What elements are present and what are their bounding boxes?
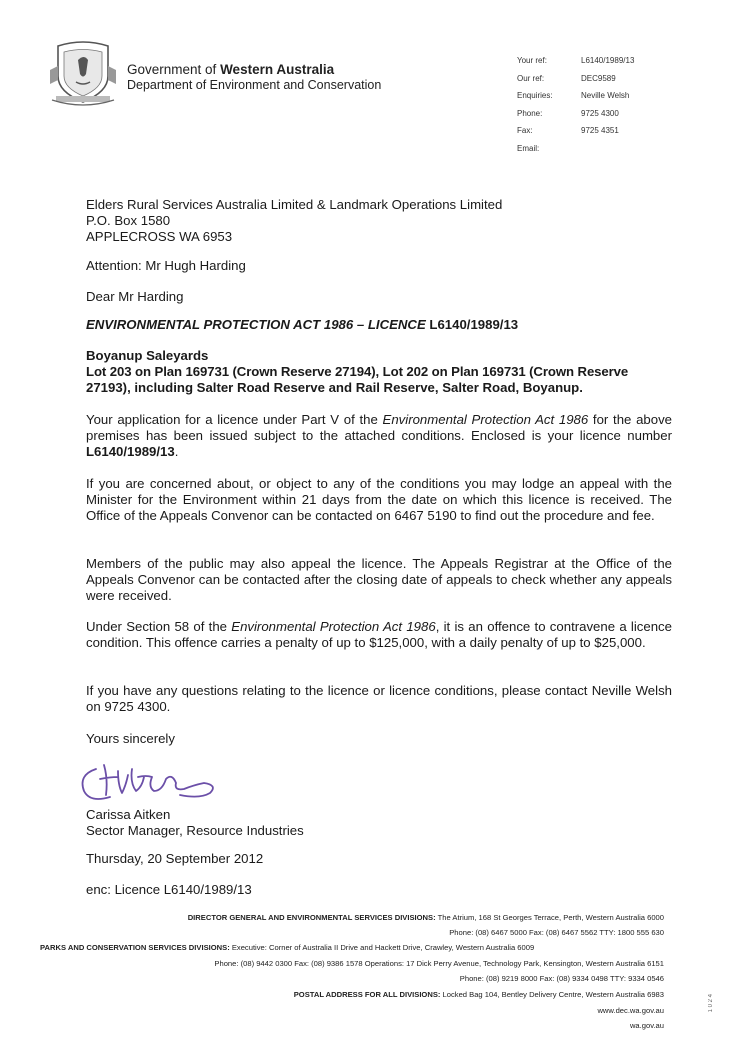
signatory-block — [86, 807, 672, 839]
ref-row-our-ref: Our ref: DEC9589 — [517, 73, 616, 83]
address-line: P.O. Box 1580 — [86, 213, 171, 228]
ref-row-phone: Phone: 9725 4300 — [517, 108, 619, 118]
footer-parks-phone: Phone: (08) 9442 0300 Fax: (08) 9386 1578 Operations: 17 Dick Perry Avenue, Technology Park, Kensington, Western Australia 6151 — [214, 959, 664, 968]
signature-image — [74, 757, 234, 807]
signatory-title: Sector Manager, Resource Industries — [86, 823, 304, 838]
recipient-address — [86, 197, 672, 245]
premises-lot-line: 27193), including Salter Road Reserve and Rail Reserve, Salter Road, Boyanup. — [86, 380, 583, 395]
side-print-code: 1 0 2 4 — [708, 994, 714, 1013]
government-name: Government of Western Australia — [127, 62, 335, 77]
footer-website-dec[interactable]: www.dec.wa.gov.au — [597, 1006, 664, 1015]
paragraph-appeal: If you are concerned about, or object to any of the conditions you may lodge an appeal with the Minister for the Environment within 21 days from the date on which this licence is received. The Office of the Appeals Convenor can be contacted on 6467 5190 to find out the procedure and fee. — [86, 476, 672, 523]
department-name: Department of Environment and Conservation — [127, 78, 382, 92]
attention-line: Attention: Mr Hugh Harding — [86, 258, 246, 273]
enclosure-line: enc: Licence L6140/1989/13 — [86, 882, 252, 897]
address-line: Elders Rural Services Australia Limited & Landmark Operations Limited — [86, 197, 503, 212]
ref-row-enquiries: Enquiries: Neville Welsh — [517, 91, 630, 100]
closing: Yours sincerely — [86, 731, 175, 746]
premises-lot-line: Lot 203 on Plan 169731 (Crown Reserve 27194), Lot 202 on Plan 169731 (Crown Reserve — [86, 364, 629, 379]
premises-name: Boyanup Saleyards — [86, 348, 209, 363]
letter-date: Thursday, 20 September 2012 — [86, 851, 264, 866]
premises-block — [86, 348, 672, 396]
paragraph-offence: Under Section 58 of the Environmental Protection Act 1986, it is an offence to contravene a licence condition. This offence carries a penalty of up to $125,000, with a daily penalty of up to $25,000. — [86, 619, 672, 650]
paragraph-application: Your application for a licence under Part V of the Environmental Protection Act 1986 for the above premises has been issued subject to the attached conditions. Enclosed is your licence number L6140/1989/13. — [86, 412, 672, 459]
salutation: Dear Mr Harding — [86, 289, 184, 304]
paragraph-public-appeal: Members of the public may also appeal the licence. The Appeals Registrar at the Office of the Appeals Convenor can be contacted after the closing date of appeals to check whether any appeals were received. — [86, 556, 672, 603]
subject-line: ENVIRONMENTAL PROTECTION ACT 1986 – LICENCE L6140/1989/13 — [86, 317, 519, 332]
footer-website-wa[interactable]: wa.gov.au — [629, 1021, 664, 1030]
footer-dg-phone: Phone: (08) 6467 5000 Fax: (08) 6467 5562 TTY: 1800 555 630 — [449, 928, 664, 937]
reference-block — [517, 56, 651, 161]
address-line: APPLECROSS WA 6953 — [86, 229, 233, 244]
footer-parks: PARKS AND CONSERVATION SERVICES DIVISIONS: Executive: Corner of Australia II Drive and Hackett Drive, Crawley, Western Australia 6009 — [40, 943, 535, 952]
ref-row-email: Email: — [517, 143, 540, 153]
ref-row-your-ref: Your ref: L6140/1989/13 — [517, 56, 635, 65]
paragraph-questions: If you have any questions relating to the licence or licence conditions, please contact Neville Welsh on 9725 4300. — [86, 683, 672, 714]
footer-director-general: DIRECTOR GENERAL AND ENVIRONMENTAL SERVICES DIVISIONS: The Atrium, 168 St Georges Terrace, Perth, Western Australia 6000 — [187, 913, 664, 922]
signatory-name: Carissa Aitken — [86, 807, 171, 822]
ref-row-fax: Fax: 9725 4351 — [517, 126, 619, 135]
footer-postal: POSTAL ADDRESS FOR ALL DIVISIONS: Locked Bag 104, Bentley Delivery Centre, Western Australia 6983 — [293, 990, 664, 999]
wa-government-crest-icon — [48, 40, 118, 106]
footer-operations-phone: Phone: (08) 9219 8000 Fax: (08) 9334 0498 TTY: 9334 0546 — [459, 974, 664, 983]
